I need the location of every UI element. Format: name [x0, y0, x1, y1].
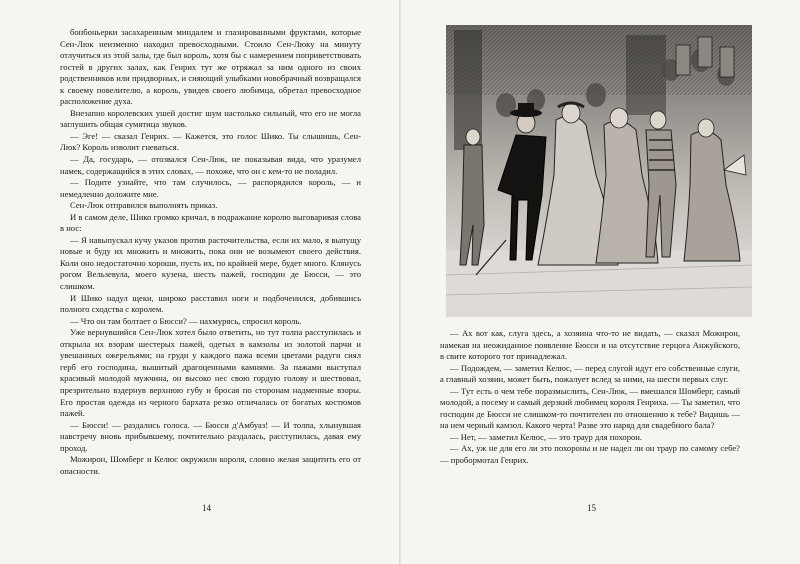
- paragraph: Сен-Люк отправился выполнять приказ.: [70, 200, 218, 211]
- right-page-text: [440, 328, 740, 467]
- paragraph: — Я навыпускал кучу указов против расточительства, если их мало, я выпущу новые и буду их множить и множить, пока они не возымеют своего действия. Коли оно недостаточно хороши, пусть их, по крайней мере, будет много. Клянусь рогом Вельзевула, моего кузена, шесть пажей, господин де Бюсси, — это слишком.: [60, 234, 361, 292]
- paragraph: бонбоньерки засахаренным миндалем и глазированными фруктами, которые Сен-Люк неизменно находил превосходными. Стоило Сен-Люку на минуту отлучиться из этой залы, где был король, хотя бы с намерением поприветствовать гостей в других залах, как Генрих тут же отряжал за ним одного из своих родственников или придворных, и сияющий улыбками новобрачный возвращался к своему повелителю, а король, увидев своего любимца, обретал превосходное расположение духа.: [60, 27, 361, 107]
- page-number: 15: [587, 503, 596, 513]
- paragraph: Внезапно королевских ушей достиг шум настолько сильный, что его не могла заглушить общая сумятица звуков.: [60, 107, 361, 130]
- paragraph: — Нет, — заметил Келюс, — это траур для похорон.: [450, 431, 643, 442]
- paragraph: Можирон, Шомберг и Келюс окружили короля, словно желая защитить его от опасности.: [60, 454, 361, 476]
- engraving-illustration: [446, 25, 752, 317]
- paragraph: — Что он там болтает о Бюсси? — нахмурясь, спросил король.: [70, 315, 302, 326]
- paragraph: — Подождем, — заметил Келюс, — перед слугой идут его собственные слуги, а главный хозяин, может быть, пожалует вслед за ними, на шести первых слуг.: [440, 362, 740, 385]
- paragraph: — Ах вот как, слуга здесь, а хозяина что-то не видать, — сказал Можирон, намекая на неожиданное появление Бюсси и на отсутствие герцога Анжуйского, в свите которого тот принадлежал.: [440, 328, 740, 362]
- paragraph: — Да, государь, — отозвался Сен-Люк, не показывая вида, что уразумел намек, содержащийся в этих словах, — похоже, что он с кем-то не поладил.: [60, 154, 361, 176]
- paragraph: И в самом деле, Шико громко кричал, в подражание королю выговаривая слова в нос:: [60, 211, 361, 234]
- right-page: [400, 0, 800, 564]
- paragraph: — Ах, уж не для его ли это похороны и не надел ли он траур по самому себе? — пробормотал Генрих.: [440, 443, 740, 466]
- paragraph: — Эге! — сказал Генрих. — Кажется, это голос Шико. Ты слышишь, Сен-Люк? Король изволит гневаться.: [60, 130, 361, 153]
- paragraph: — Подите узнайте, что там случилось, — распорядился король, — и немедленно доложите мне.: [60, 177, 361, 199]
- paragraph: — Бюсси! — раздались голоса. — Бюсси д'Амбуаз! — И толпа, хлынувшая навстречу вновь прибывшему, почтительно раздалась, расступилась, давая ему проход.: [60, 419, 361, 453]
- page-number: 14: [202, 503, 211, 513]
- paragraph: — Тут есть о чем тебе поразмыслить, Сен-Люк, — вмешался Шомберг, самый молодой, а посему и самый дерзкий любимец короля Генриха. — Ты заметил, что господин де Бюсси не слишком-то почтителен по отношению к тебе? Видишь — на нем черный камзол. Какого черта! Разве это наряд для свадебного бала?: [440, 385, 740, 431]
- left-page-text: [60, 27, 361, 477]
- paragraph: Уже вернувшийся Сен-Люк хотел было ответить, но тут толпа расступилась и открыла их взорам шестерых пажей, одетых в камзолы из золотой парчи и увешанных ожерельями; на груди у каждого пажа всеми цветами радуги сиял герб его господина, вышитый драгоценными камнями. За пажами выступал красивый молодой мужчина, он высоко нес свою гордую голову и шествовал, презрительно вздернув верхнюю губу и бросая по сторонам надменные взоры. Его простая одежда из черного бархата резко отличалась от богатых костюмов пажей.: [60, 327, 361, 419]
- paragraph: И Шико надул щеки, широко расставил ноги и подбоченился, добившись полного сходства с королем.: [60, 292, 361, 315]
